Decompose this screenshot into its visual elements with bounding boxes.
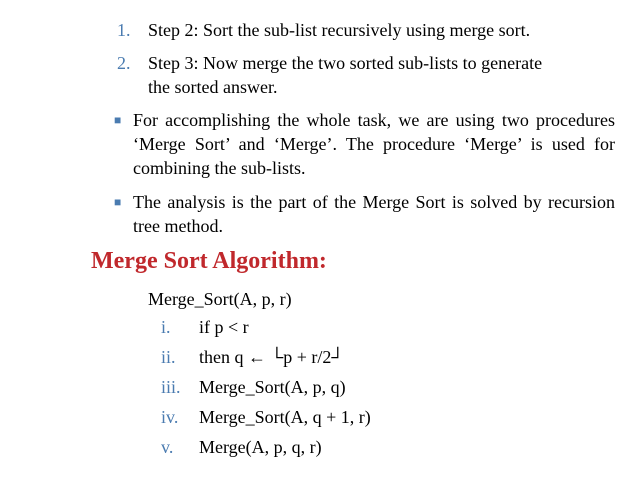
algorithm-step-marker: iv. [161,407,179,427]
algorithm-step-code: Merge(A, p, q, r) [199,437,322,457]
algorithm-step-code: Merge_Sort(A, q + 1, r) [199,407,371,427]
bullet-square-icon: ■ [114,113,122,127]
step-number-1: 1. [117,20,131,40]
algorithm-step-marker: ii. [161,347,176,367]
algorithm-step-marker: v. [161,437,174,457]
step-text-2-line2: the sorted answer. [148,77,278,97]
algorithm-step-code: then q ← └p + r/2┘ [199,347,345,367]
algorithm-signature: Merge_Sort(A, p, r) [148,289,292,309]
step-text-2-line1: Step 3: Now merge the two sorted sub-lists to generate [148,53,543,73]
bullet-text-1: For accomplishing the whole task, we are using two procedures ‘Merge Sort’ and ‘Merge’. The procedure ‘Merge’ is used for combining the sub-lists. [133,110,615,178]
step-number-2: 2. [117,53,131,73]
algorithm-step-marker: i. [161,317,171,337]
algorithm-step-marker: iii. [161,377,181,397]
bullet-text-2: The analysis is the part of the Merge Sort is solved by recursion tree method. [133,192,615,236]
step-text-1: Step 2: Sort the sub-list recursively using merge sort. [148,20,531,40]
algorithm-step-code: if p < r [199,317,249,337]
section-heading: Merge Sort Algorithm: [91,248,327,274]
bullet-square-icon: ■ [114,195,122,209]
algorithm-step-code: Merge_Sort(A, p, q) [199,377,346,397]
